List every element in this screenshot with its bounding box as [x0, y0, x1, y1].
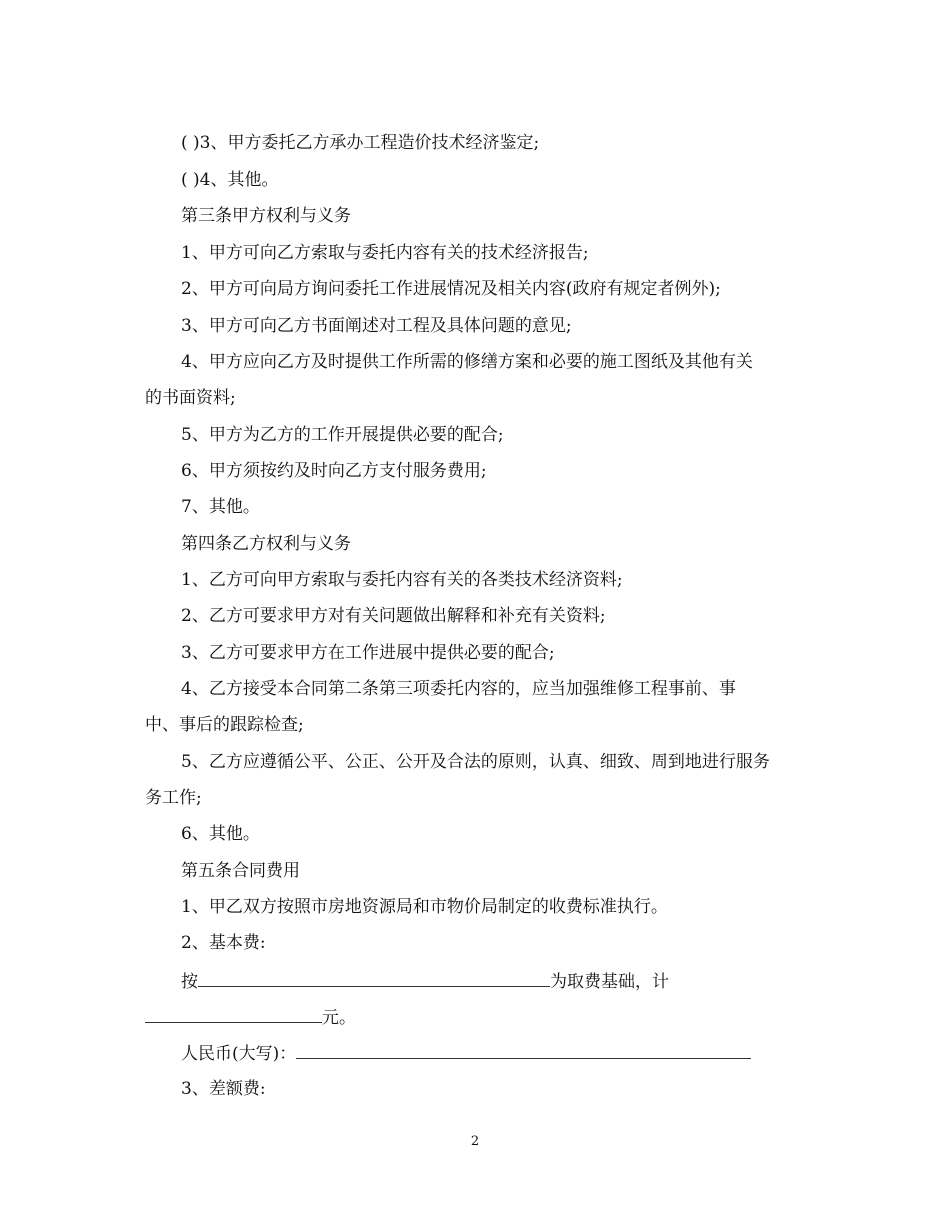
- text-line: 4、甲方应向乙方及时提供工作所需的修缮方案和必要的施工图纸及其他有关: [181, 352, 753, 372]
- text-line: 6、其他。: [181, 824, 260, 844]
- fill-line-amount: [145, 1004, 356, 1030]
- text-line: 7、其他。: [181, 497, 260, 517]
- blank-field-rmb[interactable]: [296, 1040, 751, 1059]
- text-line: 2、基本费:: [181, 933, 266, 953]
- text-line: 务工作;: [145, 788, 202, 808]
- text-line: 的书面资料;: [145, 388, 236, 408]
- text-line: 4、乙方接受本合同第二条第三项委托内容的，应当加强维修工程事前、事: [181, 679, 736, 699]
- text-line: 5、甲方为乙方的工作开展提供必要的配合;: [181, 425, 504, 445]
- fill-prefix: 按: [181, 972, 198, 992]
- text-line: 2、甲方可向局方询问委托工作进展情况及相关内容(政府有规定者例外);: [181, 279, 721, 299]
- section-heading: 第五条合同费用: [181, 861, 300, 881]
- fill-prefix: 人民币(大写)：: [181, 1044, 297, 1064]
- text-line: 3、甲方可向乙方书面阐述对工程及具体问题的意见;: [181, 316, 572, 336]
- section-heading: 第三条甲方权利与义务: [181, 206, 351, 226]
- text-line: 3、差额费:: [181, 1079, 266, 1099]
- fill-line-basis: [181, 968, 669, 994]
- text-line: ( )4、其他。: [181, 170, 279, 190]
- text-line: 6、甲方须按约及时向乙方支付服务费用;: [181, 461, 487, 481]
- fill-suffix: 为取费基础，计: [550, 972, 669, 992]
- text-line: ( )3、甲方委托乙方承办工程造价技术经济鉴定;: [181, 133, 540, 153]
- fill-suffix: 元。: [322, 1008, 356, 1028]
- fill-line-rmb: [181, 1040, 751, 1066]
- text-line: 1、甲方可向乙方索取与委托内容有关的技术经济报告;: [181, 243, 589, 263]
- text-line: 1、乙方可向甲方索取与委托内容有关的各类技术经济资料;: [181, 570, 623, 590]
- text-line: 3、乙方可要求甲方在工作进展中提供必要的配合;: [181, 643, 555, 663]
- section-heading: 第四条乙方权利与义务: [181, 534, 351, 554]
- text-line: 5、乙方应遵循公平、公正、公开及合法的原则，认真、细致、周到地进行服务: [181, 752, 770, 772]
- text-line: 2、乙方可要求甲方对有关问题做出解释和补充有关资料;: [181, 606, 606, 626]
- blank-field-basis[interactable]: [198, 968, 550, 987]
- blank-field-amount[interactable]: [145, 1004, 322, 1023]
- page-number: 2: [470, 1134, 480, 1149]
- text-line: 1、甲乙双方按照市房地资源局和市物价局制定的收费标准执行。: [181, 897, 668, 917]
- text-line: 中、事后的跟踪检查;: [145, 715, 304, 735]
